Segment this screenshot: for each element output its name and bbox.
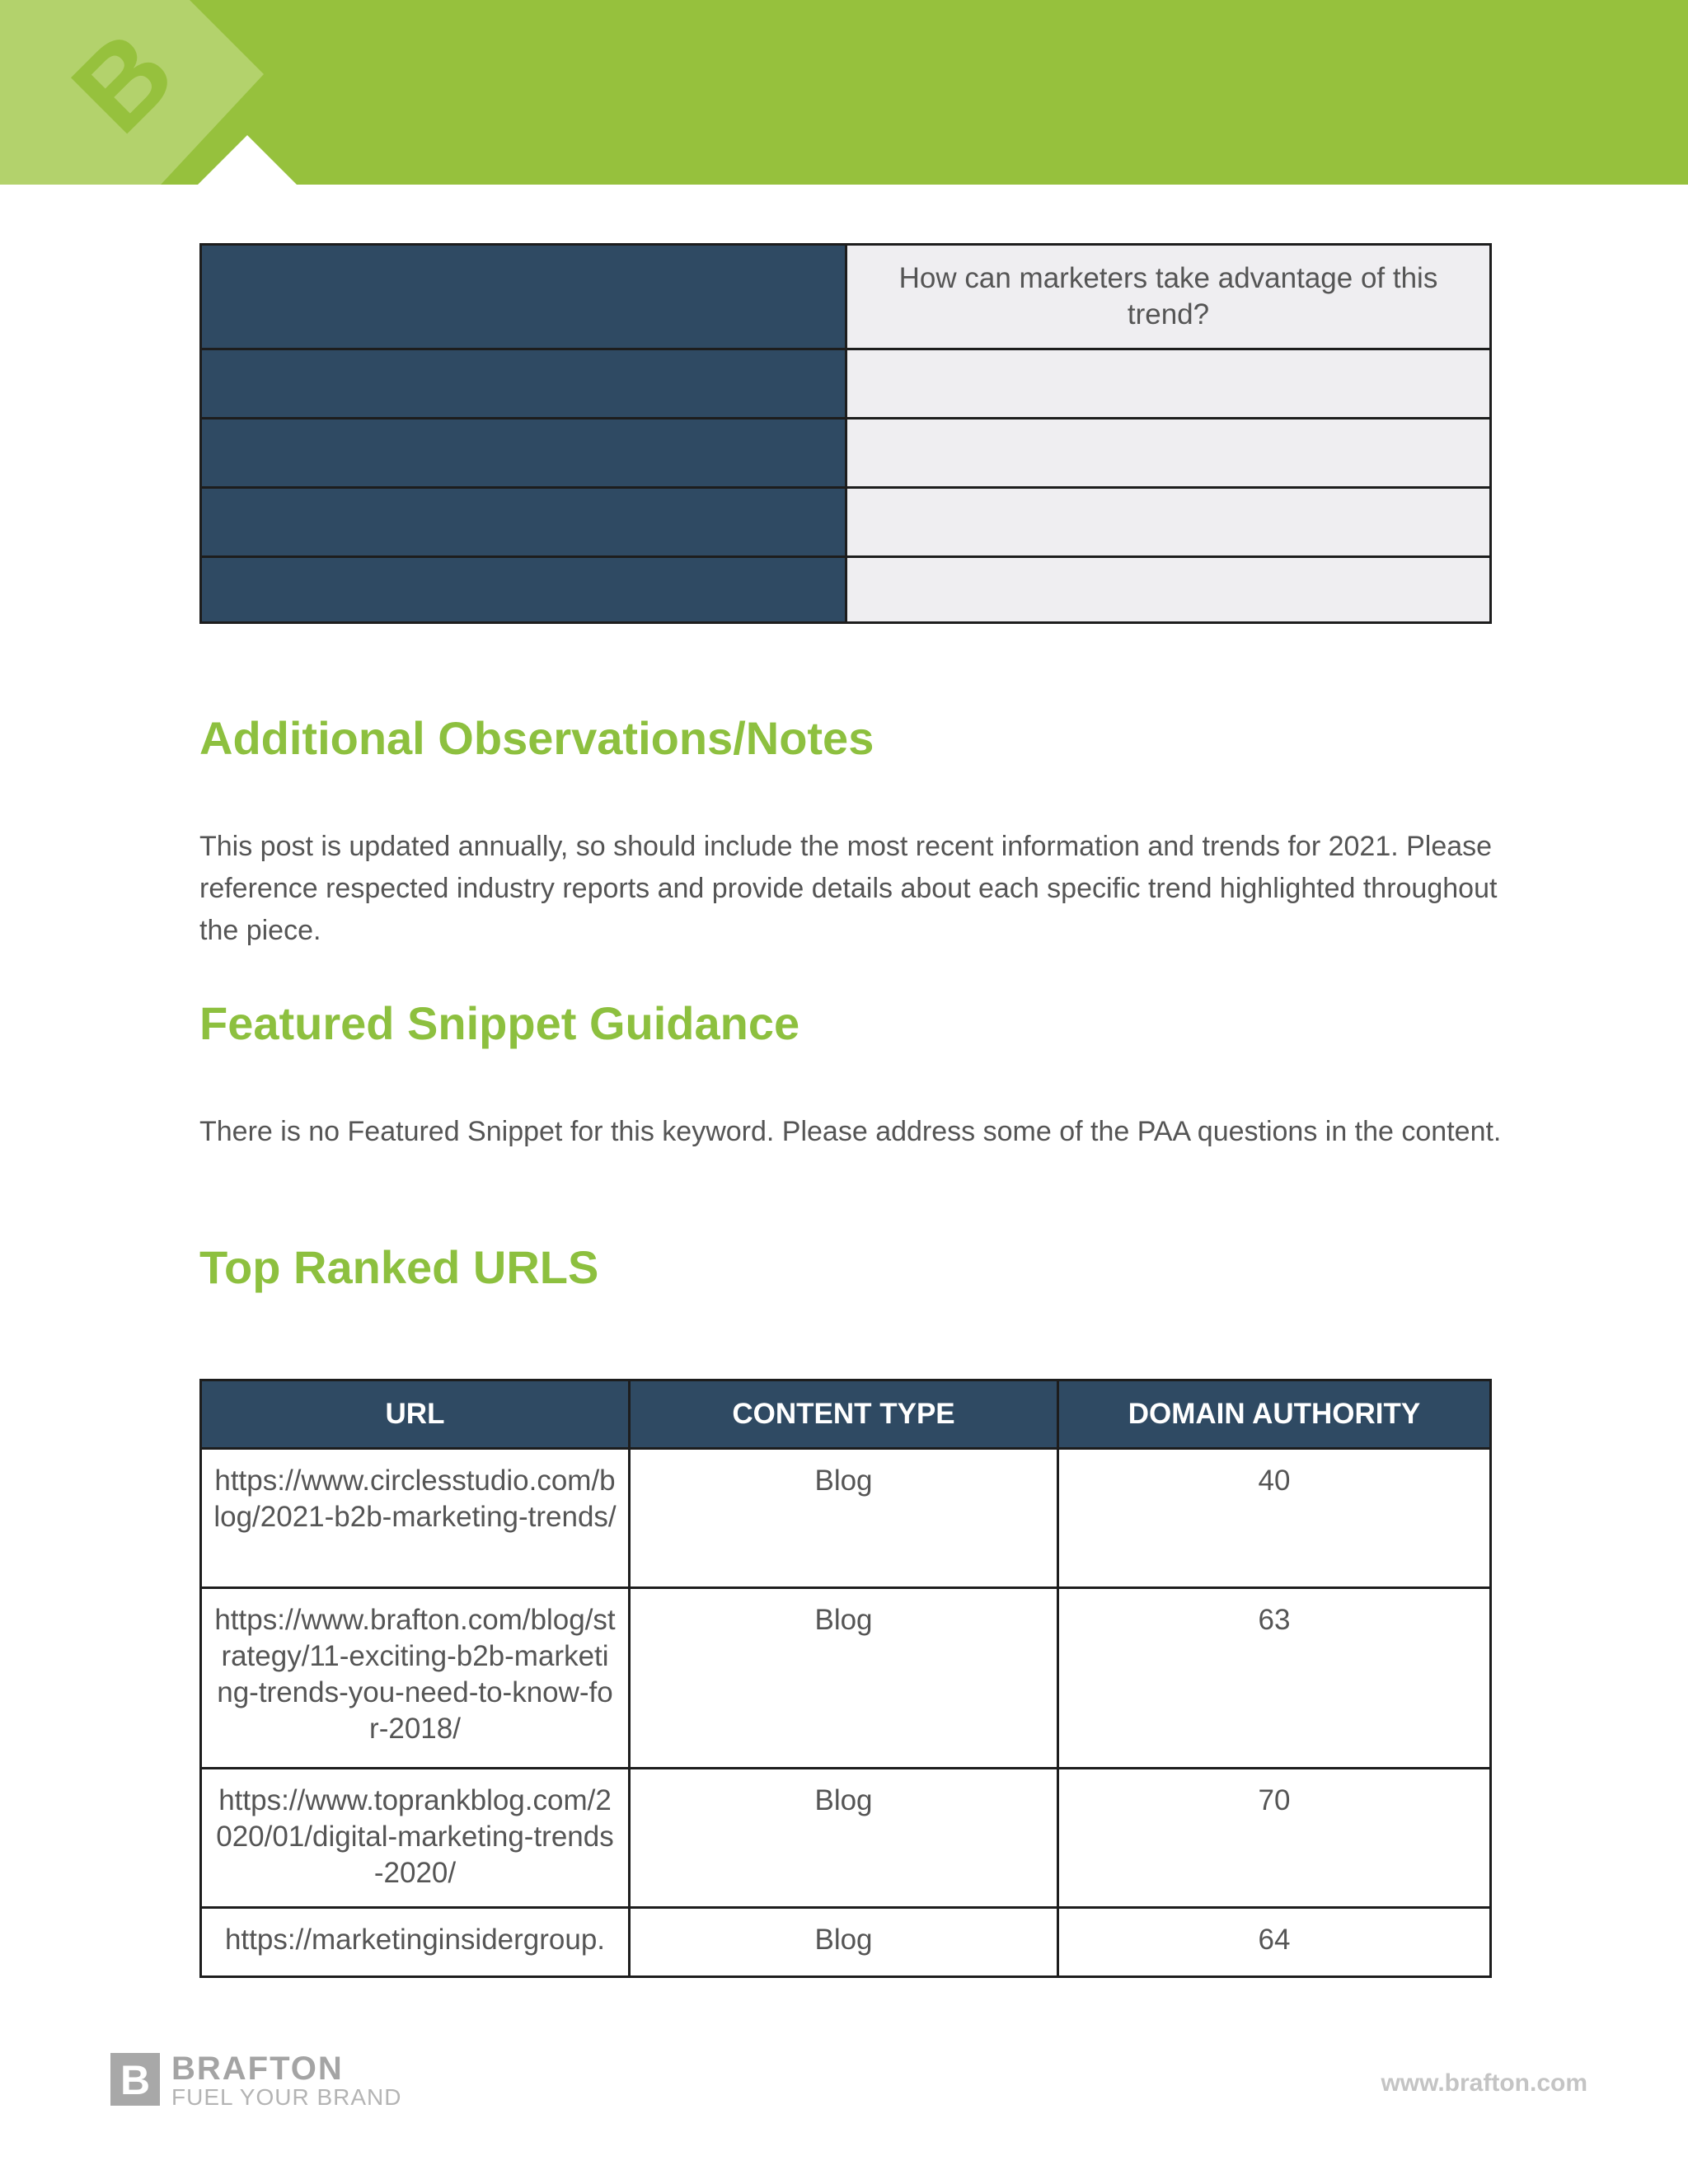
trend-table-row [201,419,1491,488]
url-table-header-row [201,1380,1491,1449]
trend-cell-dark [201,349,846,419]
trend-table-row [201,349,1491,419]
domain-authority-cell: 63 [1058,1588,1491,1769]
trend-cell-light [846,419,1491,488]
snippet-text: There is no Featured Snippet for this keyword. Please address some of the PAA questions in the content. [199,1116,1502,1147]
url-cell: https://www.brafton.com/blog/strategy/11-exciting-b2b-marketing-trends-you-need-to-know-for-2018/ [201,1588,630,1769]
url-cell: https://marketinginsidergroup. [201,1908,630,1977]
trend-table-row [201,557,1491,623]
table-row [201,1769,1491,1908]
url-cell: https://www.toprankblog.com/2020/01/digital-marketing-trends-2020/ [201,1769,630,1908]
trend-cell-light [846,349,1491,419]
trend-cell-dark [201,419,846,488]
trend-cell-dark [201,557,846,623]
table-row [201,1588,1491,1769]
domain-authority-cell: 70 [1058,1769,1491,1908]
domain-authority-cell: 40 [1058,1449,1491,1588]
snippet-heading: Featured Snippet Guidance [199,997,800,1049]
logo-letter: B [47,6,199,157]
footer-tagline: FUEL YOUR BRAND [171,2084,402,2110]
trend-cell-light [846,557,1491,623]
content-type-cell: Blog [630,1449,1058,1588]
content-type-cell: Blog [630,1588,1058,1769]
content-type-cell: Blog [630,1908,1058,1977]
trend-cell-dark [201,245,846,349]
brafton-footer-logo-icon [110,2053,160,2106]
trend-cell-light [846,488,1491,557]
trend-question-cell: How can marketers take advantage of this trend? [846,245,1491,349]
trend-table-header-row [201,245,1491,349]
ranked-urls-table [199,1379,1492,1978]
column-header-url: URL [201,1380,630,1449]
ranked-urls-heading: Top Ranked URLS [199,1241,599,1293]
observations-text: This post is updated annually, so should include the most recent information and trends for 2021. Please reference respected industry reports and provide details about each specific trend highlighted throughout the piece. [199,831,1498,946]
content-type-cell: Blog [630,1769,1058,1908]
table-row [201,1449,1491,1588]
footer-brand: BRAFTON [171,2050,344,2087]
domain-authority-cell: 64 [1058,1908,1491,1977]
column-header-domain-authority: DOMAIN AUTHORITY [1058,1380,1491,1449]
svg-text:B: B [120,2057,151,2103]
url-cell: https://www.circlesstudio.com/blog/2021-b2b-marketing-trends/ [201,1449,630,1588]
trend-table-row [201,488,1491,557]
footer-website-link[interactable]: www.brafton.com [1381,2069,1587,2097]
column-header-content-type: CONTENT TYPE [630,1380,1058,1449]
table-row [201,1908,1491,1977]
trend-table [199,243,1492,624]
observations-heading: Additional Observations/Notes [199,712,874,764]
trend-cell-dark [201,488,846,557]
brafton-logo-icon [0,0,297,190]
